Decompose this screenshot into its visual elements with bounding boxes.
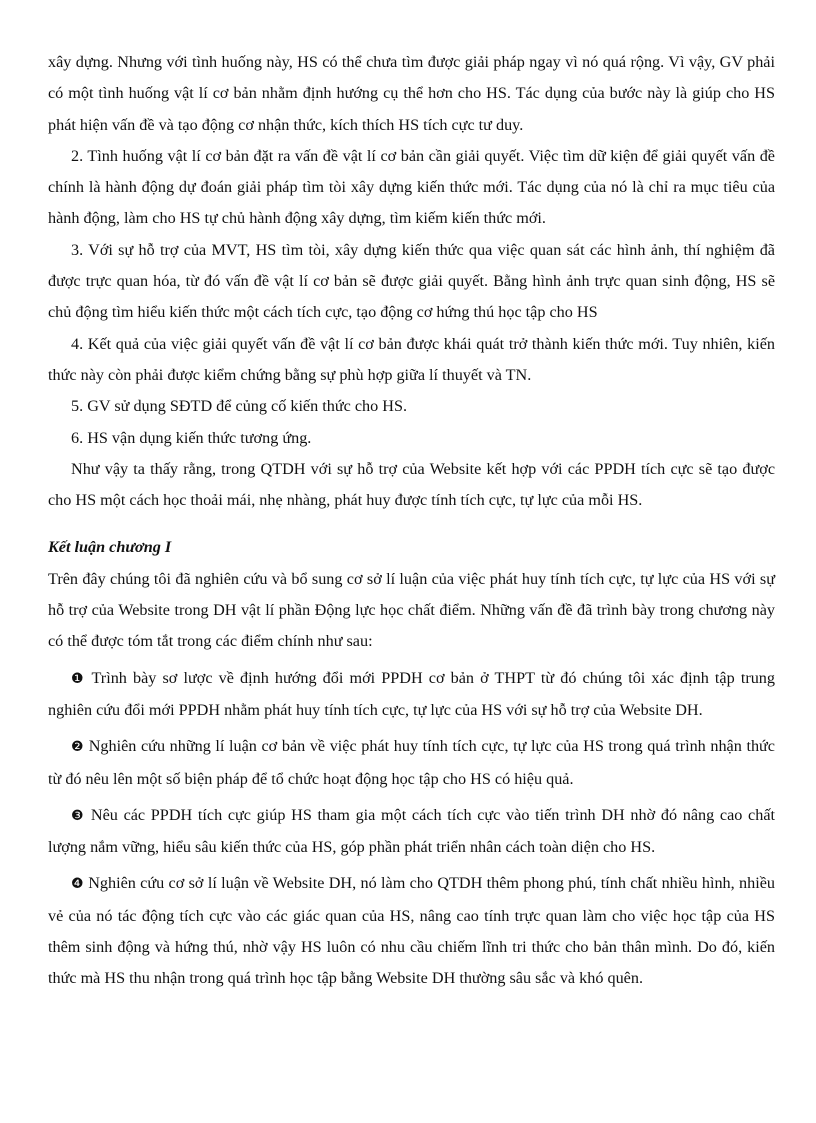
conclusion-point-3 (48, 800, 775, 864)
conclusion-point-4 (48, 868, 775, 994)
paragraph-continuation: xây dựng. Nhưng với tình huống này, HS có thể chưa tìm được giải pháp ngay vì nó quá rộng. Vì vậy, GV phải có một tình huống vật lí cơ bản nhằm định hướng cụ thể hơn cho HS. Tác dụng của bước này là giúp cho HS phát hiện vấn đề và tạo động cơ nhận thức, kích thích HS tích cực tư duy. (48, 53, 775, 134)
conclusion-point-1 (48, 663, 775, 727)
paragraph-summary: Như vậy ta thấy rằng, trong QTDH với sự hỗ trợ của Website kết hợp với các PPDH tích cực sẽ tạo được cho HS một cách học thoải mái, nhẹ nhàng, phát huy được tính tích cực, tự lực của mỗi HS. (48, 459, 775, 510)
conclusion-point-2 (48, 731, 775, 795)
number-3-icon: ❸ (71, 807, 86, 824)
conclusion-intro: Trên đây chúng tôi đã nghiên cứu và bổ sung cơ sở lí luận của việc phát huy tính tích cực, tự lực của HS với sự hỗ trợ của Website trong DH vật lí phần Động lực học chất điểm. Những vấn đề đã trình bày trong chương này có thể được tóm tắt trong các điểm chính như sau: (48, 569, 775, 651)
conclusion-point-text: Nghiên cứu cơ sở lí luận về Website DH, nó làm cho QTDH thêm phong phú, tính chất nhiều hình, nhiều vẻ của nó tác động tích cực vào các giác quan của HS, nâng cao tính trực quan làm cho việc học tập của HS thêm sinh động và hứng thú, nhờ vậy HS luôn có nhu cầu chiếm lĩnh tri thức cho bản thân mình. Do đó, kiến thức mà HS thu nhận trong quá trình học tập bằng Website DH thường sâu sắc và khó quên. (48, 874, 775, 988)
section-heading: Kết luận chương I (48, 538, 172, 557)
paragraph-step-5: 5. GV sử dụng SĐTD để củng cố kiến thức cho HS. (71, 397, 408, 416)
number-4-icon: ❹ (71, 876, 84, 893)
document-page (48, 47, 775, 995)
paragraph-step-6: 6. HS vận dụng kiến thức tương ứng. (71, 428, 312, 447)
conclusion-point-text: Nêu các PPDH tích cực giúp HS tham gia một cách tích cực vào tiến trình DH nhờ đó nâng cao chất lượng nắm vững, hiểu sâu kiến thức của HS, góp phần phát triển nhân cách toàn diện cho HS. (48, 805, 775, 857)
paragraph-step-2: 2. Tình huống vật lí cơ bản đặt ra vấn đề vật lí cơ bản cần giải quyết. Việc tìm dữ kiện để giải quyết vấn đề chính là hành động dự đoán giải pháp tìm tòi xây dựng kiến thức mới. Tác dụng của nó là chỉ ra mục tiêu của hành động, làm cho HS tự chủ hành động xây dựng, tìm kiếm kiến thức mới. (48, 146, 775, 228)
conclusion-point-text: Trình bày sơ lược về định hướng đổi mới PPDH cơ bản ở THPT từ đó chúng tôi xác định tập trung nghiên cứu đổi mới PPDH nhằm phát huy tính tích cực, tự lực của HS với sự hỗ trợ của Website DH. (48, 668, 775, 719)
paragraph-step-4: 4. Kết quả của việc giải quyết vấn đề vật lí cơ bản được khái quát trở thành kiến thức mới. Tuy nhiên, kiến thức này còn phải được kiểm chứng bằng sự phù hợp giữa lí thuyết và TN. (48, 334, 775, 384)
number-2-icon: ❷ (71, 739, 85, 756)
number-1-icon: ❶ (71, 670, 86, 687)
conclusion-point-text: Nghiên cứu những lí luận cơ bản về việc phát huy tính tích cực, tự lực của HS trong quá trình nhận thức từ đó nêu lên một số biện pháp để tổ chức hoạt động học tập cho HS có hiệu quả. (48, 737, 775, 788)
paragraph-step-3: 3. Với sự hỗ trợ của MVT, HS tìm tòi, xây dựng kiến thức qua việc quan sát các hình ảnh, thí nghiệm đã được trực quan hóa, từ đó vấn đề vật lí cơ bản sẽ được giải quyết. Bằng hình ảnh trực quan sinh động, HS sẽ chủ động tìm hiểu kiến thức một cách tích cực, tạo động cơ hứng thú học tập cho HS (48, 240, 775, 322)
